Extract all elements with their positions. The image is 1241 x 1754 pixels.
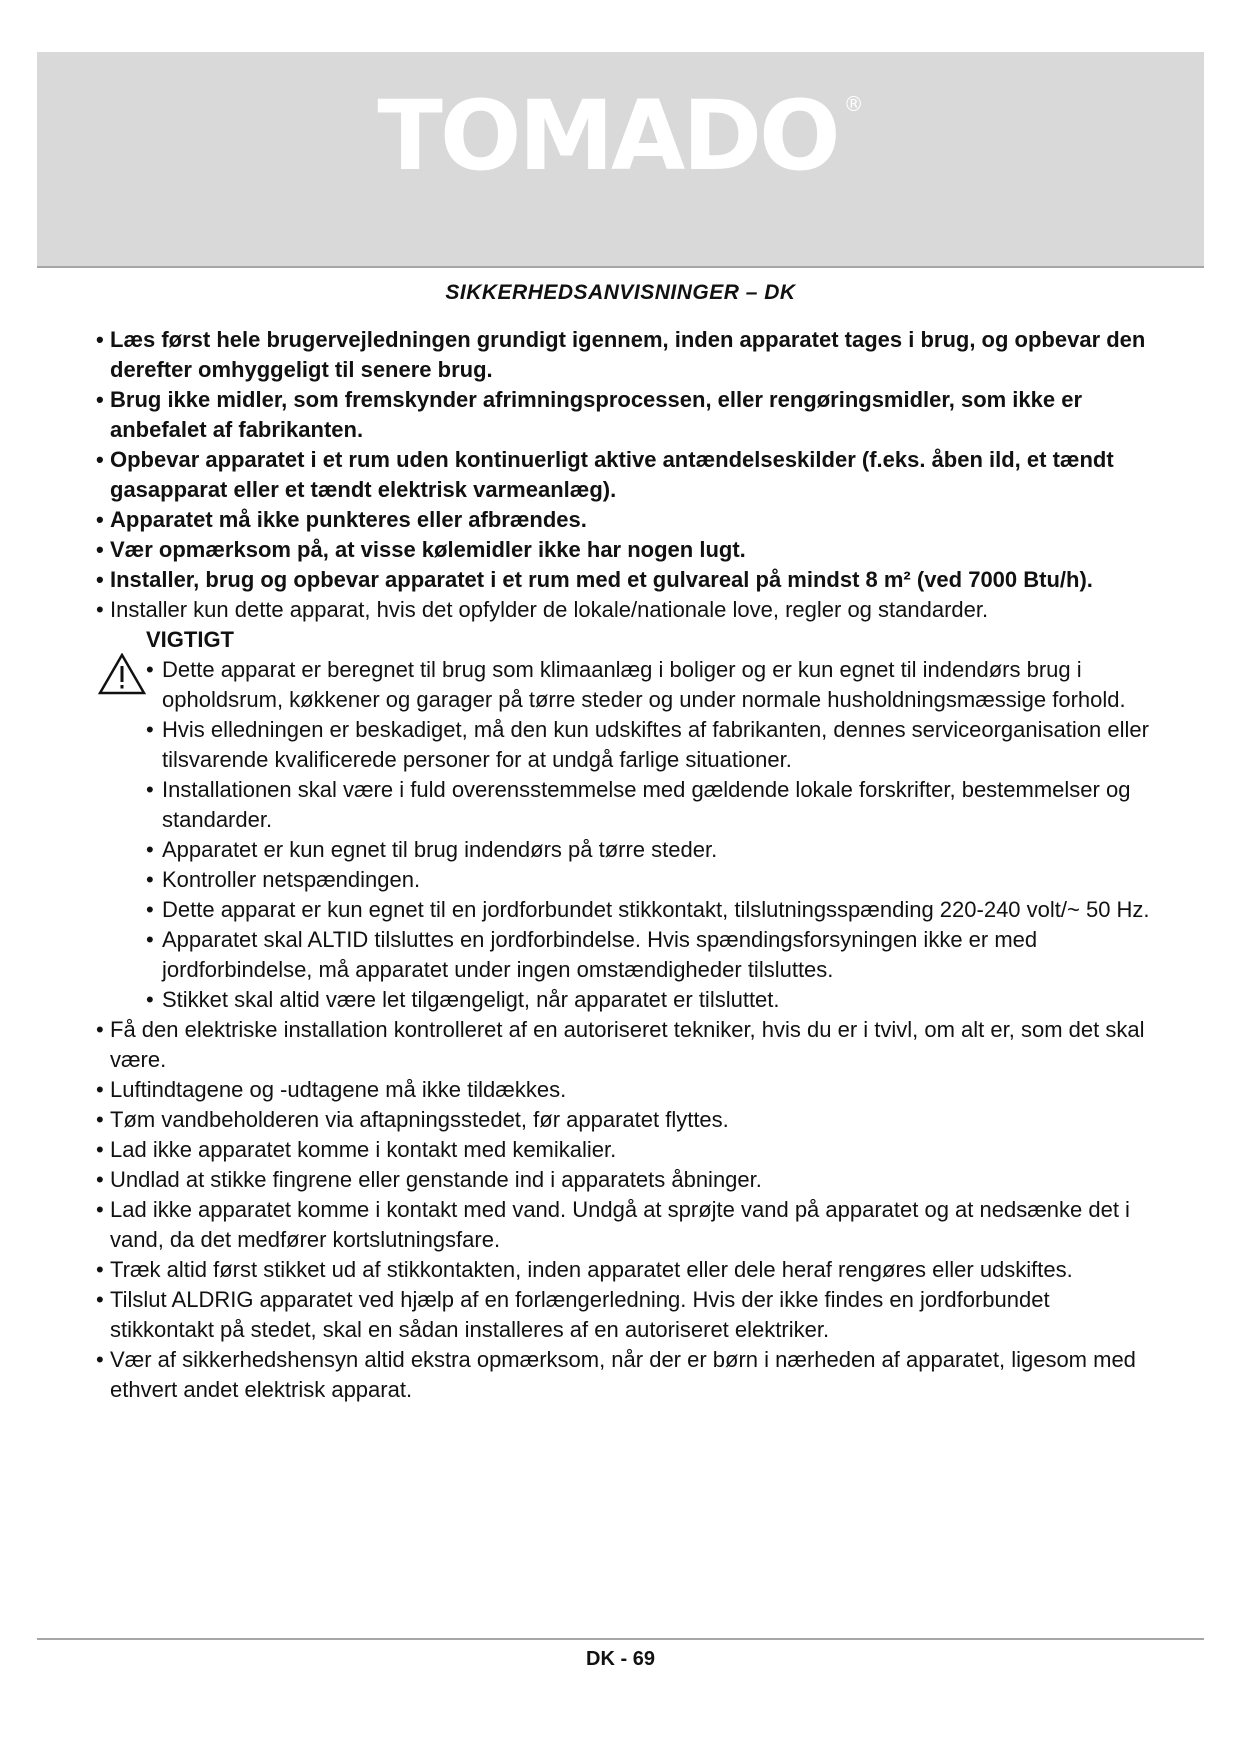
warning-triangle-icon bbox=[98, 653, 146, 695]
page-title: SIKKERHEDSANVISNINGER – DK bbox=[445, 281, 796, 304]
list-item: • Installer kun dette apparat, hvis det opfylder de lokale/nationale love, regler og standarder. bbox=[96, 595, 1156, 625]
list-item: • Få den elektriske installation kontrolleret af en autoriseret tekniker, hvis du er i tvivl, om alt er, som det skal være. bbox=[96, 1015, 1156, 1075]
list-item: • Undlad at stikke fingrene eller genstande ind i apparatets åbninger. bbox=[96, 1165, 1156, 1195]
list-item: • Træk altid først stikket ud af stikkontakten, inden apparatet eller dele heraf rengøres eller udskiftes. bbox=[96, 1255, 1156, 1285]
brand-logo bbox=[0, 80, 1241, 192]
registered-mark: ® bbox=[843, 92, 864, 116]
list-item: • Installer, brug og opbevar apparatet i et rum med et gulvareal på mindst 8 m² (ved 7000 Btu/h). bbox=[96, 565, 1156, 595]
list-item: • Opbevar apparatet i et rum uden kontinuerligt aktive antændelseskilder (f.eks. åben ild, et tændt gasapparat eller et tændt elektrisk varmeanlæg). bbox=[96, 445, 1156, 505]
list-item: • Apparatet skal ALTID tilsluttes en jordforbindelse. Hvis spændingsforsyningen ikke er med jordforbindelse, må apparatet under ingen omstændigheder tilsluttes. bbox=[146, 925, 1156, 985]
list-item: • Tøm vandbeholderen via aftapningsstedet, før apparatet flyttes. bbox=[96, 1105, 1156, 1135]
list-item: • Stikket skal altid være let tilgængeligt, når apparatet er tilsluttet. bbox=[146, 985, 1156, 1015]
logo-text: TOMADO bbox=[377, 80, 838, 192]
safety-instructions bbox=[96, 325, 1156, 1405]
list-item: • Vær opmærksom på, at visse kølemidler ikke har nogen lugt. bbox=[96, 535, 1156, 565]
list-item: • Hvis elledningen er beskadiget, må den kun udskiftes af fabrikanten, dennes serviceorganisation eller tilsvarende kvalificerede personer for at undgå farlige situationer. bbox=[146, 715, 1156, 775]
list-item: • Lad ikke apparatet komme i kontakt med kemikalier. bbox=[96, 1135, 1156, 1165]
list-item: • Apparatet er kun egnet til brug indendørs på tørre steder. bbox=[146, 835, 1156, 865]
list-item: • Installationen skal være i fuld overensstemmelse med gældende lokale forskrifter, bestemmelser og standarder. bbox=[146, 775, 1156, 835]
list-item: • Luftindtagene og -udtagene må ikke tildækkes. bbox=[96, 1075, 1156, 1105]
warning-section bbox=[146, 625, 1156, 1015]
page-number: DK - 69 bbox=[586, 1648, 655, 1670]
list-item: • Dette apparat er beregnet til brug som klimaanlæg i boliger og er kun egnet til indendørs brug i opholdsrum, køkkener og garager på tørre steder og under normale husholdningsmæssige forhold. bbox=[146, 655, 1156, 715]
bold-instruction-list bbox=[96, 325, 1156, 595]
footer-divider bbox=[37, 1638, 1204, 1640]
list-item: • Lad ikke apparatet komme i kontakt med vand. Undgå at sprøjte vand på apparatet og at nedsænke det i vand, da det medfører kortslutningsfare. bbox=[96, 1195, 1156, 1255]
list-item: • Brug ikke midler, som fremskynder afrimningsprocessen, eller rengøringsmidler, som ikke er anbefalet af fabrikanten. bbox=[96, 385, 1156, 445]
list-item: • Dette apparat er kun egnet til en jordforbundet stikkontakt, tilslutningsspænding 220-240 volt/~ 50 Hz. bbox=[146, 895, 1156, 925]
list-item: • Tilslut ALDRIG apparatet ved hjælp af en forlængerledning. Hvis der ikke findes en jordforbundet stikkontakt på stedet, skal en sådan installeres af en autoriseret elektriker. bbox=[96, 1285, 1156, 1345]
list-item: • Læs først hele brugervejledningen grundigt igennem, inden apparatet tages i brug, og opbevar den derefter omhyggeligt til senere brug. bbox=[96, 325, 1156, 385]
warning-title: VIGTIGT bbox=[146, 627, 234, 652]
list-item: • Vær af sikkerhedshensyn altid ekstra opmærksom, når der er børn i nærheden af apparatet, ligesom med ethvert andet elektrisk apparat. bbox=[96, 1345, 1156, 1405]
list-item: • Kontroller netspændingen. bbox=[146, 865, 1156, 895]
instruction-list bbox=[96, 1015, 1156, 1405]
list-item: • Apparatet må ikke punkteres eller afbrændes. bbox=[96, 505, 1156, 535]
